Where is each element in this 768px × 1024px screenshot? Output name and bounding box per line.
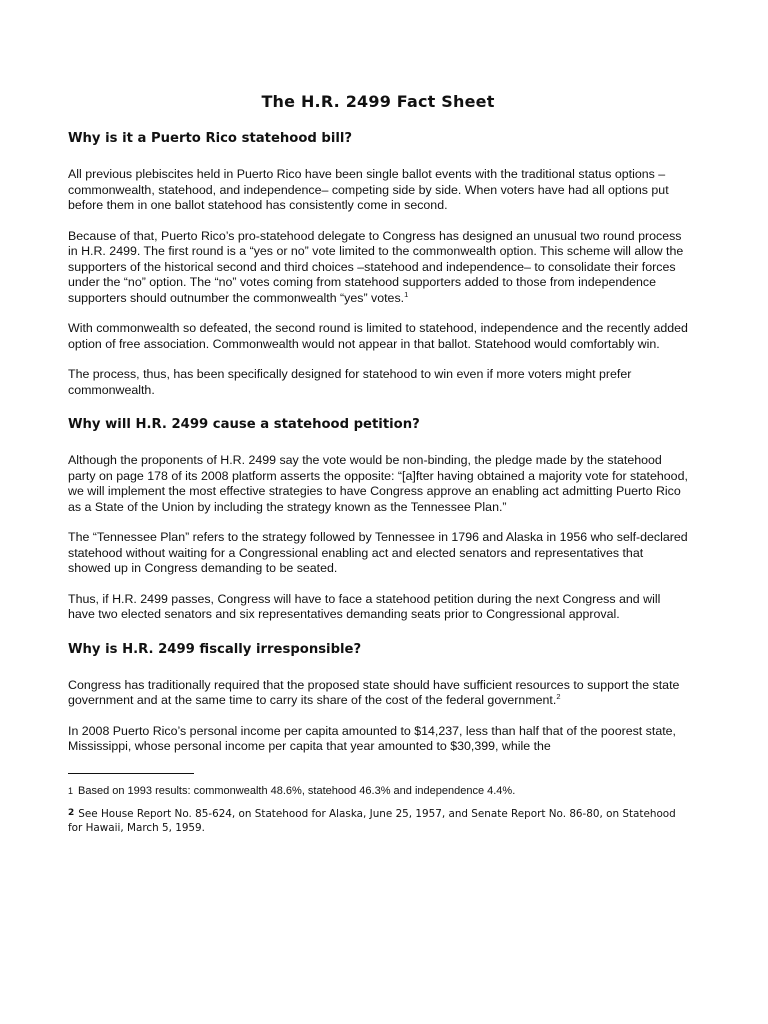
section-heading-statehood-bill: Why is it a Puerto Rico statehood bill? (68, 131, 353, 146)
paragraph: Thus, if H.R. 2499 passes, Congress will have to face a statehood petition during the next Congress and will have two elected senators and six representatives demanding seats prior to Congressional approval. (68, 591, 661, 621)
footnote-text: See House Report No. 85-624, on Statehood for Alaska, June 25, 1957, and Senate Report No. 86-80, on Statehood for Hawaii, March 5, 1959. (68, 807, 676, 834)
footnote-reference[interactable]: 1 (404, 289, 409, 299)
footnote-mark: 2 (68, 807, 75, 818)
paragraph: With commonwealth so defeated, the second round is limited to statehood, independence and the recently added option of free association. Commonwealth would not appear in that ballot. Statehood would comfortably win. (68, 321, 688, 351)
footnote-text: Based on 1993 results: commonwealth 48.6%, statehood 46.3% and independence 4.4%. (78, 784, 516, 797)
paragraph: The “Tennessee Plan” refers to the strategy followed by Tennessee in 1796 and Alaska in 1956 who self-declared statehood without waiting for a Congressional enabling act and elected senators and representatives that showed up in Congress demanding to be seated. (68, 530, 688, 575)
paragraph: All previous plebiscites held in Puerto Rico have been single ballot events with the traditional status options – commonwealth, statehood, and independence– competing side by side. When voters have had all options put before them in one ballot statehood has consistently come in second. (68, 167, 669, 212)
section-heading-statehood-petition: Why will H.R. 2499 cause a statehood petition? (68, 417, 420, 432)
footnote-2 (68, 806, 688, 835)
paragraph: Although the proponents of H.R. 2499 say the vote would be non-binding, the pledge made by the statehood party on page 178 of its 2008 platform asserts the opposite: “[a]fter having obtained a majority vote for statehood, we will implement the most effective strategies to have Congress approve an enabling act admitting Puerto Rico as a State of the Union by including the strategy known as the Tennessee Plan.” (68, 453, 688, 514)
footnote-reference[interactable]: 2 (556, 691, 561, 701)
paragraph-text: Congress has traditionally required that the proposed state should have sufficient resources to support the state government and at the same time to carry its share of the cost of the federal government. (68, 677, 680, 707)
paragraph-with-footnote-ref (68, 229, 688, 307)
paragraph-with-footnote-ref (68, 678, 688, 709)
section-heading-fiscally-irresponsible: Why is H.R. 2499 fiscally irresponsible? (68, 641, 362, 657)
paragraph-text: Because of that, Puerto Rico’s pro-statehood delegate to Congress has designed an unusual two round process in H.R. 2499. The first round is a “yes or no” vote limited to the commonwealth option. This scheme will allow the supporters of the historical second and third choices –statehood and independence– to consolidate their forces under the “no” option. The “no” votes coming from statehood supporters added to those from independence supporters should outnumber the commonwealth “yes” votes. (68, 228, 684, 305)
footnote-1 (68, 784, 688, 798)
document-body (68, 92, 688, 843)
paragraph: In 2008 Puerto Rico’s personal income per capita amounted to $14,237, less than half that of the poorest state, Mississippi, whose personal income per capita that year amounted to $30,399, while the (68, 723, 676, 753)
document-title: The H.R. 2499 Fact Sheet (261, 92, 495, 111)
paragraph: The process, thus, has been specifically designed for statehood to win even if more voters might prefer commonwealth. (68, 367, 632, 397)
footnote-separator (68, 773, 194, 774)
footnote-mark: 1 (68, 785, 74, 796)
